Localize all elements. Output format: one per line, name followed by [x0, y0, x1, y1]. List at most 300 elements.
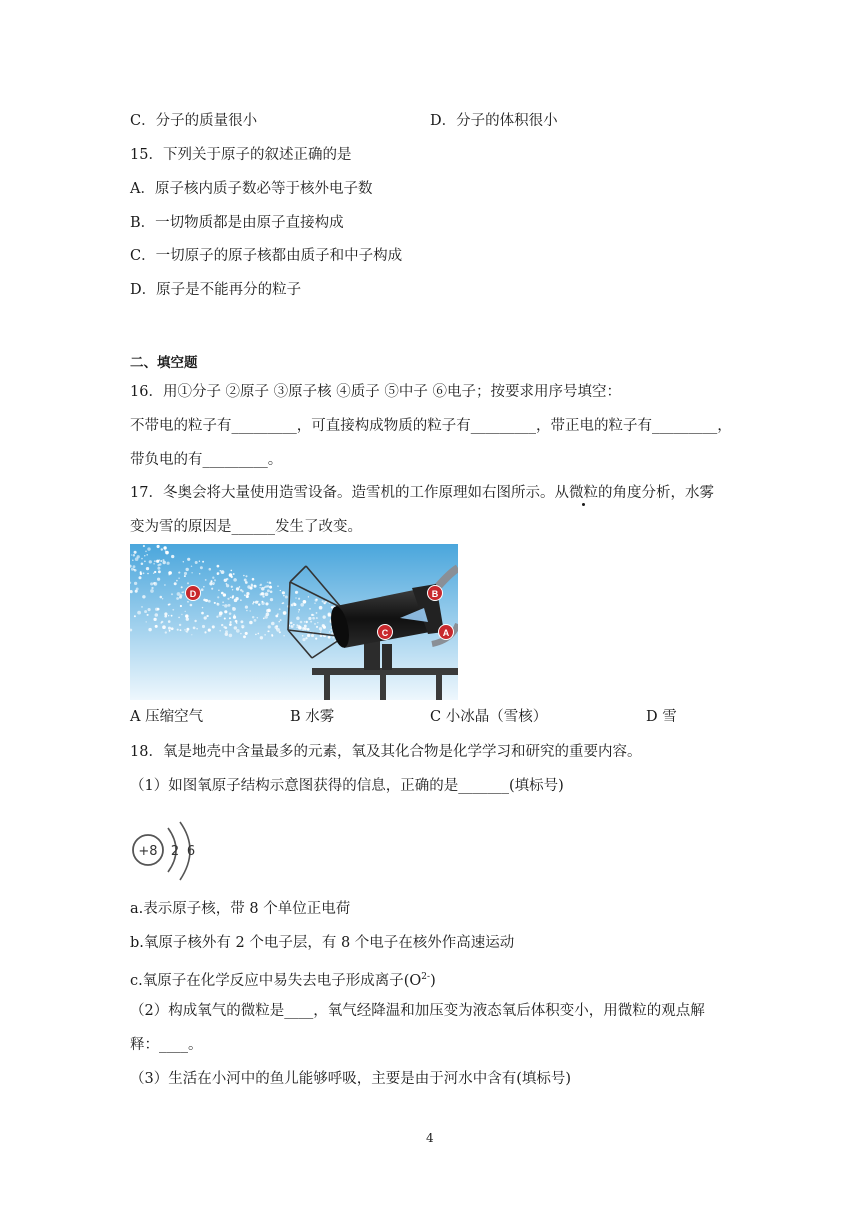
- mist-particle: [323, 626, 326, 629]
- mist-particle: [186, 568, 189, 571]
- label-d: D: [189, 589, 197, 599]
- mist-particle: [252, 578, 255, 581]
- mist-particle: [245, 581, 248, 584]
- mist-particle: [277, 613, 278, 614]
- mist-particle: [143, 545, 145, 547]
- mist-particle: [168, 627, 171, 630]
- q18-option-a: a.表示原子核，带 8 个单位正电荷: [130, 901, 351, 917]
- mist-particle: [184, 629, 186, 631]
- mist-particle: [214, 579, 216, 581]
- mist-particle: [245, 632, 248, 635]
- mist-particle: [285, 595, 288, 598]
- mist-particle: [275, 615, 278, 618]
- mist-particle: [181, 586, 183, 588]
- mist-particle: [160, 560, 162, 562]
- mist-particle: [265, 602, 268, 605]
- mist-particle: [149, 560, 152, 563]
- mist-particle: [184, 575, 186, 577]
- mist-particle: [279, 631, 281, 633]
- mist-particle: [308, 617, 311, 620]
- mist-particle: [302, 629, 303, 630]
- mist-particle: [224, 617, 226, 619]
- mist-particle: [319, 627, 322, 630]
- mist-particle: [295, 597, 297, 599]
- oxygen-atom-diagram: [128, 820, 212, 886]
- mist-particle: [267, 582, 268, 583]
- mist-particle: [233, 578, 237, 582]
- mist-particle: [323, 615, 326, 618]
- mist-particle: [243, 575, 245, 577]
- label-b: B: [431, 589, 439, 599]
- mist-particle: [305, 637, 307, 639]
- mist-particle: [257, 601, 258, 602]
- mist-particle: [298, 609, 300, 611]
- mist-particle: [208, 629, 211, 632]
- q18-sub1: （1）如图氧原子结构示意图获得的信息，正确的是_______(填标号): [130, 778, 564, 794]
- mist-particle: [264, 634, 265, 635]
- mist-particle: [181, 592, 182, 593]
- mist-particle: [230, 597, 231, 598]
- mist-particle: [133, 569, 135, 571]
- mist-particle: [208, 600, 211, 603]
- machine-post-2: [382, 644, 392, 670]
- mist-particle: [212, 625, 215, 628]
- mist-particle: [323, 601, 326, 604]
- mist-particle: [147, 573, 149, 575]
- mist-particle: [255, 634, 257, 636]
- mist-particle: [144, 555, 145, 556]
- mist-particle: [254, 619, 257, 622]
- mist-particle: [218, 589, 220, 591]
- mist-particle: [314, 623, 316, 625]
- mist-particle: [311, 634, 314, 637]
- mist-particle: [279, 608, 281, 610]
- label-c-marker: [378, 625, 393, 640]
- mist-particle: [131, 554, 132, 555]
- mist-particle: [291, 604, 294, 607]
- mist-particle: [236, 587, 239, 590]
- q17-stem-emphasis: 微粒: [568, 485, 598, 501]
- mist-particle: [244, 579, 247, 582]
- mist-particle: [185, 614, 188, 617]
- mist-particle: [216, 616, 218, 618]
- mist-particle: [240, 589, 242, 591]
- legend-b: B 水雾: [290, 709, 335, 725]
- mist-particle: [316, 599, 318, 601]
- mist-particle: [304, 621, 305, 622]
- mist-particle: [252, 603, 253, 604]
- mist-particle: [298, 598, 300, 600]
- mist-particle: [228, 604, 231, 607]
- mist-particle: [222, 602, 223, 603]
- mist-particle: [202, 625, 205, 628]
- mist-particle: [274, 625, 277, 628]
- mist-particle: [139, 576, 142, 579]
- mist-particle: [151, 587, 153, 589]
- section-heading: 二、填空题: [130, 355, 198, 371]
- mist-particle: [291, 625, 293, 627]
- mist-particle: [180, 629, 182, 631]
- mist-particle: [261, 587, 265, 591]
- mist-particle: [268, 609, 271, 612]
- q15-option-c: C．一切原子的原子核都由质子和中子构成: [130, 248, 403, 264]
- mist-particle: [176, 580, 178, 582]
- mist-particle: [217, 596, 219, 598]
- mist-particle: [235, 597, 238, 600]
- mist-particle: [161, 548, 163, 550]
- mist-particle: [268, 581, 270, 583]
- mist-particle: [270, 590, 273, 593]
- mist-particle: [251, 584, 253, 586]
- mist-particle: [162, 561, 165, 564]
- mist-particle: [328, 614, 331, 617]
- mist-particle: [262, 595, 264, 597]
- mist-particle: [187, 582, 189, 584]
- machine-post: [364, 640, 380, 670]
- mist-particle: [155, 613, 159, 617]
- mist-particle: [245, 575, 247, 577]
- label-a: A: [442, 628, 450, 638]
- mist-particle: [148, 608, 151, 611]
- mist-particle: [141, 606, 143, 608]
- mist-particle: [154, 560, 156, 562]
- mist-particle: [179, 624, 181, 626]
- q17-stem-before: 17．冬奥会将大量使用造雪设备。造雪机的工作原理如右图所示。从: [130, 485, 569, 501]
- mist-particle: [316, 626, 318, 628]
- mist-particle: [309, 608, 310, 609]
- nucleus-charge: +8: [138, 844, 158, 859]
- mist-particle: [148, 628, 151, 631]
- q18-option-b: b.氧原子核外有 2 个电子层，有 8 个电子在核外作高速运动: [130, 935, 515, 951]
- mist-particle: [141, 563, 144, 566]
- mist-particle: [193, 627, 196, 630]
- mist-particle: [254, 585, 256, 587]
- mist-particle: [282, 591, 285, 594]
- q15-option-a: A．原子核内质子数必等于核外电子数: [130, 181, 373, 197]
- mist-particle: [322, 600, 324, 602]
- mist-particle: [312, 617, 315, 620]
- mist-particle: [158, 570, 161, 573]
- mist-particle: [293, 624, 295, 626]
- mist-particle: [257, 633, 259, 635]
- mist-particle: [234, 626, 237, 629]
- mist-particle: [317, 622, 318, 623]
- mist-particle: [296, 627, 297, 628]
- mist-particle: [231, 586, 233, 588]
- table-leg-left: [324, 675, 330, 700]
- mist-particle: [271, 635, 273, 637]
- mist-particle: [229, 634, 233, 638]
- mist-particle: [157, 578, 160, 581]
- mist-particle: [164, 612, 167, 615]
- mist-particle: [229, 617, 231, 619]
- mist-particle: [177, 629, 179, 631]
- mist-particle: [316, 617, 318, 619]
- mist-particle: [186, 630, 188, 632]
- mist-particle: [283, 635, 284, 636]
- mist-particle: [303, 600, 307, 604]
- mist-particle: [147, 547, 150, 550]
- mist-particle: [146, 554, 148, 556]
- mist-particle: [202, 607, 203, 608]
- q16-line1: 不带电的粒子有_________，可直接构成物质的粒子有_________，带正电的粒子有_________，: [130, 418, 732, 434]
- mist-particle: [224, 579, 227, 582]
- mist-particle: [204, 616, 207, 619]
- mist-particle: [165, 631, 167, 633]
- mist-particle: [203, 586, 204, 587]
- mist-particle: [263, 618, 265, 620]
- label-a-marker: [439, 625, 454, 640]
- mist-particle: [226, 583, 228, 585]
- mist-particle: [257, 617, 259, 619]
- mist-particle: [160, 622, 162, 624]
- mist-particle: [217, 603, 219, 605]
- mist-particle: [209, 568, 212, 571]
- mist-particle: [201, 612, 204, 615]
- mist-particle: [219, 614, 222, 617]
- q14-option-d: D．分子的体积很小: [430, 113, 558, 129]
- mist-particle: [183, 561, 184, 562]
- mist-particle: [153, 618, 156, 621]
- mist-particle: [268, 625, 271, 628]
- mist-particle: [168, 620, 171, 623]
- mist-particle: [178, 577, 180, 579]
- mist-particle: [144, 610, 147, 613]
- mist-particle: [307, 634, 310, 637]
- mist-particle: [168, 615, 169, 616]
- q17-line2: 变为雪的原因是______发生了改变。: [130, 519, 362, 535]
- mist-particle: [223, 626, 225, 628]
- mist-particle: [235, 621, 237, 623]
- mist-particle: [329, 631, 330, 632]
- mist-particle: [267, 631, 269, 633]
- legend-a: A 压缩空气: [130, 709, 204, 725]
- mist-particle: [157, 608, 160, 611]
- mist-particle: [229, 623, 232, 626]
- mist-particle: [160, 596, 163, 599]
- mist-particle: [221, 570, 225, 574]
- mist-particle: [223, 593, 226, 596]
- mist-particle: [186, 628, 189, 631]
- mist-particle: [279, 621, 280, 622]
- mist-particle: [210, 580, 212, 582]
- q18-sub3: （3）生活在小河中的鱼儿能够呼吸，主要是由于河水中含有(填标号): [130, 1071, 572, 1087]
- mist-particle: [230, 621, 232, 623]
- legend-c: C 小冰晶（雪核）: [430, 709, 548, 725]
- mist-particle: [153, 582, 156, 585]
- mist-particle: [258, 603, 260, 605]
- mist-particle: [201, 588, 204, 591]
- label-d-marker: [186, 586, 201, 601]
- mist-particle: [133, 554, 136, 557]
- mist-particle: [171, 627, 174, 630]
- mist-particle: [205, 599, 208, 602]
- mist-particle: [150, 582, 153, 585]
- mist-particle: [330, 629, 332, 631]
- mist-particle: [145, 621, 146, 622]
- mist-particle: [265, 615, 268, 618]
- mist-particle: [253, 601, 255, 603]
- mist-particle: [331, 606, 333, 608]
- mist-particle: [206, 615, 208, 617]
- mist-particle: [320, 630, 322, 632]
- mist-particle: [181, 614, 182, 615]
- mist-particle: [141, 558, 143, 560]
- mist-particle: [271, 622, 275, 626]
- mist-particle: [300, 621, 303, 624]
- mist-particle: [171, 555, 174, 558]
- mist-particle: [224, 604, 228, 608]
- mist-particle: [169, 630, 171, 632]
- mist-particle: [178, 572, 180, 574]
- mist-particle: [163, 546, 166, 549]
- mist-particle: [260, 636, 263, 639]
- q14-option-c: C．分子的质量很小: [130, 113, 258, 129]
- mist-particle: [140, 571, 142, 573]
- mist-particle: [305, 621, 307, 623]
- mist-particle: [209, 582, 212, 585]
- mist-particle: [252, 616, 254, 618]
- mist-particle: [172, 609, 174, 611]
- q17-stem: [130, 483, 714, 503]
- mist-particle: [184, 572, 187, 575]
- mist-particle: [259, 584, 260, 585]
- q15-option-b: B．一切物质都是由原子直接构成: [130, 215, 344, 231]
- mist-particle: [222, 605, 223, 606]
- mist-particle: [196, 628, 198, 630]
- mist-particle: [240, 633, 241, 634]
- mist-particle: [134, 551, 137, 554]
- mist-particle: [205, 579, 207, 581]
- table-leg-right: [436, 675, 442, 700]
- mist-particle: [233, 573, 235, 575]
- snow-machine-figure: [130, 544, 458, 700]
- mist-particle: [150, 589, 154, 593]
- mist-particle: [277, 585, 279, 587]
- mist-particle: [187, 601, 189, 603]
- mist-particle: [280, 590, 281, 591]
- q18-stem: 18．氧是地壳中含量最多的元素，氧及其化合物是化学学习和研究的重要内容。: [130, 744, 642, 760]
- mist-particle: [245, 606, 248, 609]
- mist-particle: [302, 638, 305, 641]
- mist-particle: [304, 627, 307, 630]
- mist-particle: [186, 618, 189, 621]
- mist-particle: [308, 596, 309, 597]
- label-b-marker: [428, 586, 443, 601]
- mist-particle: [225, 630, 228, 633]
- mist-particle: [310, 621, 312, 623]
- mist-particle: [332, 637, 334, 639]
- mist-particle: [174, 582, 177, 585]
- mist-particle: [136, 588, 139, 591]
- shell1-electrons: 2: [170, 844, 180, 859]
- mist-particle: [227, 598, 229, 600]
- q18-sub2-line1: （2）构成氧气的微粒是____，氧气经降温和加压变为液态氧后体积变小，用微粒的观点解: [130, 1003, 705, 1019]
- mist-particle: [315, 638, 317, 640]
- mist-particle: [304, 625, 307, 628]
- mist-particle: [250, 587, 253, 590]
- mist-particle: [177, 592, 181, 596]
- mist-particle: [280, 619, 282, 621]
- mist-particle: [191, 565, 193, 567]
- mist-particle: [298, 625, 301, 628]
- mist-particle: [290, 622, 293, 625]
- mist-particle: [191, 634, 192, 635]
- mist-particle: [194, 620, 196, 622]
- mist-particle: [265, 585, 267, 587]
- mist-particle: [302, 635, 304, 637]
- label-c: C: [381, 628, 389, 638]
- mist-particle: [159, 563, 161, 565]
- mist-particle: [202, 561, 204, 563]
- mist-particle: [239, 586, 240, 587]
- mist-particle: [168, 604, 170, 606]
- ion-charge-superscript: 2-: [421, 972, 431, 982]
- mist-particle: [190, 604, 193, 607]
- mist-particle: [157, 567, 160, 570]
- mist-particle: [137, 555, 140, 558]
- mist-particle: [212, 577, 214, 579]
- mist-particle: [211, 588, 213, 590]
- mist-particle: [267, 589, 270, 592]
- mist-particle: [313, 614, 315, 616]
- mist-particle: [166, 562, 169, 565]
- mist-particle: [180, 605, 182, 607]
- mist-particle: [214, 602, 216, 604]
- mist-particle: [157, 545, 160, 548]
- mist-particle: [232, 595, 234, 597]
- mist-particle: [146, 567, 149, 570]
- mist-particle: [220, 570, 221, 571]
- q15-option-d: D．原子是不能再分的粒子: [130, 282, 302, 298]
- mist-particle: [243, 635, 246, 638]
- mist-particle: [179, 596, 182, 599]
- mist-particle: [230, 570, 232, 572]
- mist-particle: [217, 573, 219, 575]
- mist-particle: [265, 592, 269, 596]
- mist-particle: [171, 615, 173, 617]
- mist-particle: [199, 561, 200, 562]
- mist-particle: [229, 573, 233, 577]
- mist-particle: [319, 606, 323, 610]
- mist-particle: [232, 607, 236, 611]
- mist-particle: [246, 592, 249, 595]
- mist-particle: [246, 595, 249, 598]
- mist-particle: [145, 551, 147, 553]
- mist-particle: [261, 592, 264, 595]
- q16-stem: 16．用①分子 ②原子 ③原子核 ④质子 ⑤中子 ⑥电子；按要求用序号填空：: [130, 384, 621, 400]
- q17-stem-after: 的角度分析，水雾: [597, 485, 714, 501]
- mist-particle: [219, 630, 221, 632]
- mist-particle: [162, 598, 163, 599]
- mist-particle: [199, 573, 201, 575]
- mist-particle: [185, 611, 186, 612]
- mist-particle: [159, 559, 161, 561]
- mist-particle: [261, 602, 264, 605]
- mist-particle: [133, 565, 136, 568]
- mist-particle: [250, 610, 251, 611]
- q18-option-c-text: c.氧原子在化学反应中易失去电子形成离子(O: [130, 972, 422, 989]
- mist-particle: [328, 636, 331, 639]
- mist-particle: [144, 561, 146, 563]
- mist-particle: [232, 589, 233, 590]
- mist-particle: [236, 629, 240, 633]
- mist-particle: [200, 566, 203, 569]
- mist-particle: [147, 614, 149, 616]
- mist-particle: [314, 602, 315, 603]
- mist-particle: [153, 563, 155, 565]
- mist-particle: [171, 593, 173, 595]
